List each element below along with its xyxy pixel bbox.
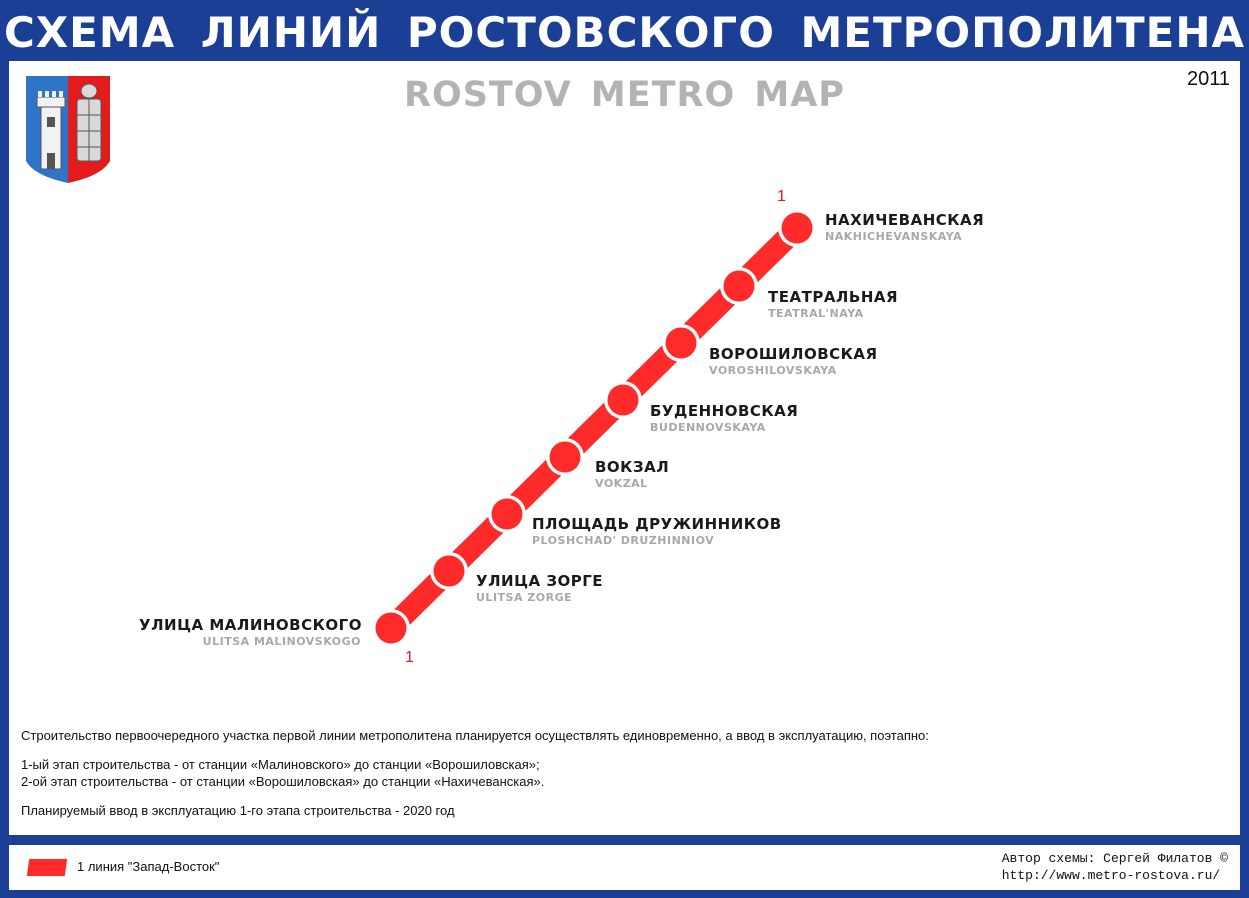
station-name-en: VOROSHILOVSKAYA bbox=[709, 364, 837, 377]
station-dot-6 bbox=[492, 499, 523, 530]
station-dot-2 bbox=[724, 271, 755, 302]
station-label-nakhichevanskaya bbox=[825, 211, 984, 243]
notes-intro: Строительство первоочередного участка первой линии метрополитена планируется осуществлять единовременно, а ввод в эксплуатацию, поэтапно: bbox=[21, 728, 929, 743]
author-credit bbox=[1002, 850, 1228, 884]
station-name-en: PLOSHCHAD' DRUZHINNIOV bbox=[532, 534, 715, 547]
station-dot-8 bbox=[376, 613, 407, 644]
station-dot-1 bbox=[782, 213, 813, 244]
page-title: СХЕМА ЛИНИЙ РОСТОВСКОГО МЕТРОПОЛИТЕНА bbox=[3, 8, 1246, 57]
construction-notes bbox=[21, 727, 1221, 819]
station-dot-5 bbox=[550, 442, 581, 473]
station-name-ru: ВОРОШИЛОВСКАЯ bbox=[709, 345, 878, 363]
map-year: 2011 bbox=[1186, 68, 1230, 90]
notes-stage-2: 2-ой этап строительства - от станции «Ворошиловская» до станции «Нахичеванская». bbox=[21, 774, 545, 789]
map-panel bbox=[9, 61, 1240, 835]
station-dot-7 bbox=[434, 556, 465, 587]
station-label-ulitsa-malinovskogo bbox=[139, 616, 361, 648]
station-name-en: BUDENNOVSKAYA bbox=[650, 421, 766, 434]
notes-stage-1: 1-ый этап строительства - от станции «Малиновского» до станции «Ворошиловская»; bbox=[21, 757, 540, 772]
station-name-ru: ВОКЗАЛ bbox=[595, 458, 670, 476]
notes-planned-date: Планируемый ввод в эксплуатацию 1-го этапа строительства - 2020 год bbox=[21, 803, 455, 818]
legend-line-swatch bbox=[27, 859, 67, 876]
station-name-en: ULITSA MALINOVSKOGO bbox=[202, 635, 361, 648]
station-label-ploshchad-druzhinnikov bbox=[532, 515, 782, 547]
station-name-ru: БУДЕННОВСКАЯ bbox=[650, 402, 799, 420]
station-dot-3 bbox=[666, 328, 697, 359]
station-name-ru: УЛИЦА ЗОРГЕ bbox=[476, 572, 604, 590]
station-name-en: NAKHICHEVANSKAYA bbox=[825, 230, 963, 243]
station-label-ulitsa-zorge bbox=[476, 572, 603, 604]
station-label-voroshilovskaya bbox=[709, 345, 878, 377]
station-name-ru: ПЛОЩАДЬ ДРУЖИННИКОВ bbox=[532, 515, 782, 533]
station-name-ru: НАХИЧЕВАНСКАЯ bbox=[825, 211, 985, 229]
station-name-en: TEATRAL'NAYA bbox=[768, 307, 864, 320]
legend-line-label: 1 линия "Запад-Восток" bbox=[77, 859, 220, 874]
station-name-ru: УЛИЦА МАЛИНОВСКОГО bbox=[139, 616, 362, 634]
map-subtitle: ROSTOV METRO MAP bbox=[404, 75, 845, 115]
station-name-en: VOKZAL bbox=[595, 477, 648, 490]
station-label-budennovskaya bbox=[650, 402, 798, 434]
station-name-en: ULITSA ZORGE bbox=[476, 591, 573, 604]
author-name: Автор схемы: Сергей Филатов © bbox=[1001, 851, 1228, 866]
legend-footer bbox=[9, 845, 1240, 890]
line-start-number: 1 bbox=[405, 649, 414, 666]
station-label-vokzal bbox=[595, 458, 669, 490]
station-label-teatralnaya bbox=[768, 288, 898, 320]
station-dot-4 bbox=[608, 385, 639, 416]
author-url[interactable]: http://www.metro-rostova.ru/ bbox=[1001, 868, 1221, 883]
line-end-number: 1 bbox=[777, 188, 786, 205]
station-name-ru: ТЕАТРАЛЬНАЯ bbox=[768, 288, 899, 306]
